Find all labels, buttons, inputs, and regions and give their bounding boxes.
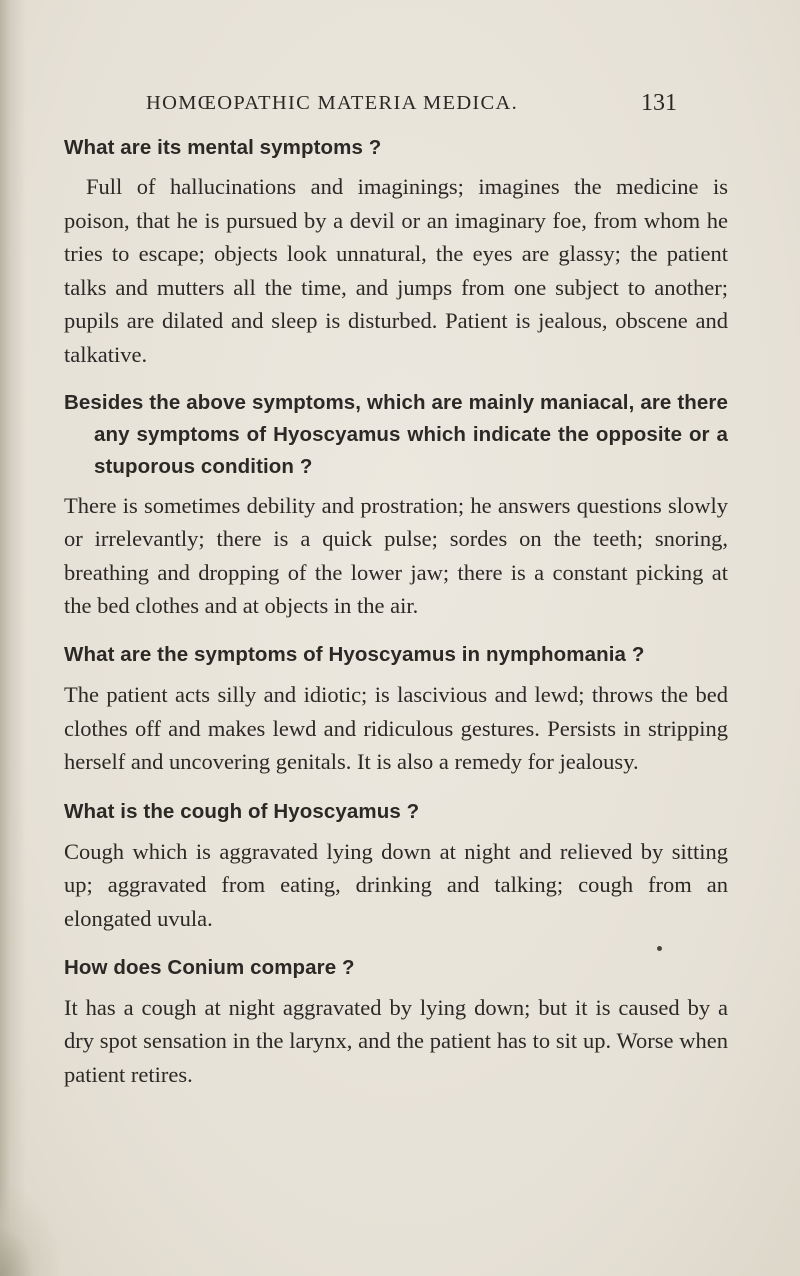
page-gutter-shadow [0, 0, 26, 1276]
qa-block-3 [64, 639, 728, 779]
qa-block-5 [64, 952, 728, 1092]
answer-paragraph: There is sometimes debility and prostration; he answers questions slowly or irrelevantly; there is a quick pulse; sordes on the teeth; snoring, breathing and dropping of the lower jaw; there is a constant picking at the bed clothes and at objects in the air. [64, 492, 728, 619]
answer-paragraph: The patient acts silly and idiotic; is lascivious and lewd; throws the bed clothes off and makes lewd and ridiculous gestures. Persists in stripping herself and uncovering genitals. It is also a remedy for jealousy. [64, 681, 728, 775]
running-head: HOMŒOPATHIC MATERIA MEDICA. [146, 92, 519, 114]
question-heading: Besides the above symptoms, which are mainly maniacal, are there any symptoms of Hyoscyamus which indicate the opposite or a stuporous condition ? [64, 390, 728, 478]
page-corner-stain [0, 1186, 60, 1276]
question-heading: How does Conium compare ? [64, 955, 355, 979]
question-heading: What are its mental symptoms ? [64, 136, 382, 159]
qa-block-4 [64, 796, 728, 936]
ink-speck [657, 946, 662, 951]
answer-paragraph: It has a cough at night aggravated by lying down; but it is caused by a dry spot sensation in the larynx, and the patient has to sit up. Worse when patient retires. [64, 994, 728, 1087]
answer-paragraph: Cough which is aggravated lying down at night and relieved by sitting up; aggravated from eating, drinking and talking; cough from an elongated uvula. [64, 838, 728, 931]
question-heading: What are the symptoms of Hyoscyamus in nymphomania ? [64, 642, 645, 666]
qa-block-1 [64, 132, 728, 372]
page-body [64, 132, 728, 1091]
answer-paragraph: Full of hallucinations and imaginings; imagines the medicine is poison, that he is pursued by a devil or an imaginary foe, from whom he tries to escape; objects look unnatural, the eyes are glassy; the patient talks and mutters all the time, and jumps from one subject to another; pupils are dilated and sleep is disturbed. Patient is jealous, obscene and talkative. [64, 174, 728, 367]
page-number: 131 [641, 90, 677, 116]
qa-block-2 [64, 387, 728, 623]
question-heading: What is the cough of Hyoscyamus ? [64, 799, 420, 823]
